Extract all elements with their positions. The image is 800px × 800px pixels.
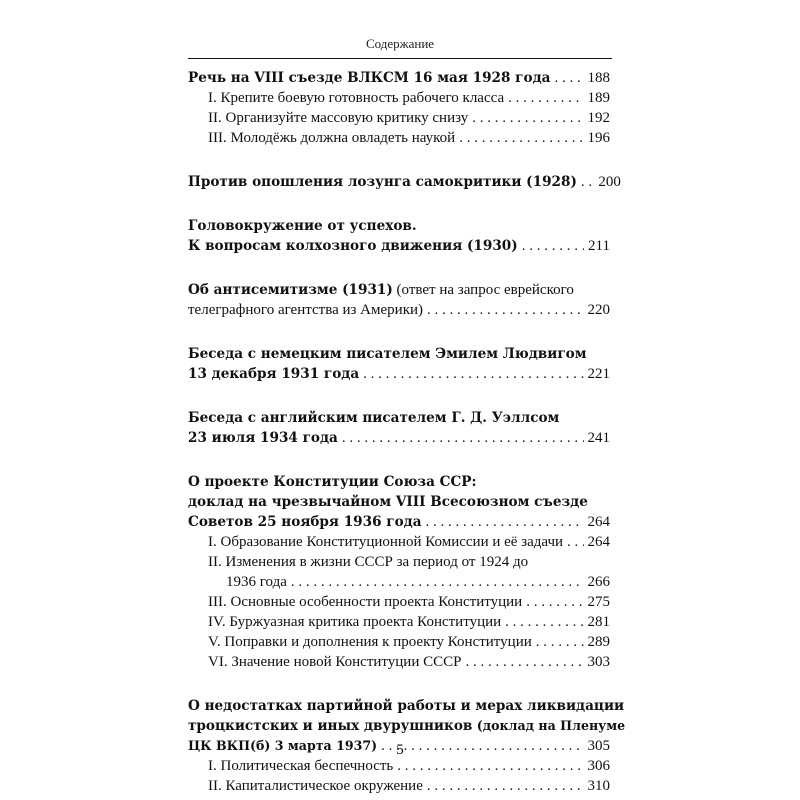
page-ref: 289: [587, 634, 610, 650]
dot-leader: [342, 428, 584, 448]
toc-subitem-title-cont: 1936 года: [226, 574, 287, 590]
toc-entry-vlksm-speech: [188, 68, 610, 148]
toc-subitem[interactable]: [188, 128, 610, 148]
toc-subitem[interactable]: [188, 108, 610, 128]
dot-leader: [554, 68, 584, 88]
dot-leader: [426, 512, 584, 532]
toc-entry-title[interactable]: О проекте Конституции Союза ССР:: [188, 474, 477, 490]
toc-subitem[interactable]: [188, 776, 610, 796]
page-ref: 211: [588, 238, 610, 254]
page-ref: 200: [598, 174, 621, 190]
toc-entry-title: Против опошления лозунга самокритики (1928): [188, 174, 577, 190]
dot-leader: [363, 364, 584, 384]
toc-subitem-title: II. Организуйте массовую критику снизу: [208, 110, 469, 126]
toc-entry-title: Речь на VIII съезде ВЛКСМ 16 мая 1928 года: [188, 70, 551, 86]
toc-entry-title-cont: ЦК ВКП(б) 3 марта 1937): [188, 738, 378, 753]
toc-subitem[interactable]: [188, 632, 610, 652]
page-ref: 264: [587, 514, 610, 530]
dot-leader: [472, 108, 584, 128]
page-number: 5: [396, 742, 404, 758]
toc-subitem[interactable]: [188, 612, 610, 632]
toc-entry-title-rest: (ответ на запрос еврейского: [392, 282, 574, 298]
toc-entry-title[interactable]: [188, 280, 610, 300]
toc-entry-title-bold: троцкистских и иных двурушников: [188, 718, 473, 734]
dot-leader: [291, 572, 584, 592]
page-ref: 310: [587, 778, 610, 794]
toc-entry-wells-interview: [188, 408, 610, 448]
toc-row[interactable]: [188, 428, 610, 448]
page-ref: 241: [587, 430, 610, 446]
toc-subitem-title: V. Поправки и дополнения к проекту Конституции: [208, 634, 532, 650]
toc-entry-title-cont: 13 декабря 1931 года: [188, 366, 360, 382]
toc-entry-dizzy-with-success: [188, 216, 610, 256]
dot-leader: [522, 236, 584, 256]
toc-entry-title-note: (доклад на Пленуме: [472, 718, 626, 733]
toc-subitem[interactable]: [188, 572, 610, 592]
toc-entry-title-cont: Советов 25 ноября 1936 года: [188, 514, 422, 530]
toc-subitem-title: III. Молодёжь должна овладеть наукой: [208, 130, 456, 146]
toc-subitem-title: VI. Значение новой Конституции СССР: [208, 654, 462, 670]
page-ref: 303: [587, 654, 610, 670]
dot-leader: [526, 592, 584, 612]
dot-leader: [505, 612, 584, 632]
running-header: Содержание: [365, 36, 435, 51]
toc-subitem[interactable]: [188, 532, 610, 552]
toc-entry-self-criticism: [188, 172, 621, 192]
toc-entry-title[interactable]: Беседа с английским писателем Г. Д. Уэллсом: [188, 410, 560, 426]
toc-subitem-title: I. Образование Конституционной Комиссии и её задачи: [208, 534, 564, 550]
header-rule: [188, 58, 612, 59]
dot-leader: [567, 532, 584, 552]
toc-subitem[interactable]: [188, 652, 610, 672]
page-ref: 305: [587, 738, 610, 754]
toc-row[interactable]: [188, 172, 621, 192]
dot-leader: [397, 756, 584, 776]
dot-leader: [427, 776, 584, 796]
page-ref: 220: [587, 302, 610, 318]
toc-row[interactable]: [188, 300, 610, 320]
toc-entry-title-cont: телеграфного агентства из Америки): [188, 302, 424, 318]
toc-row[interactable]: [188, 364, 610, 384]
page-ref: 189: [587, 90, 610, 106]
toc-row[interactable]: [188, 512, 610, 532]
page-ref: 221: [587, 366, 610, 382]
toc-entry-title-bold: Об антисемитизме (1931): [188, 282, 393, 298]
toc-subitem-title[interactable]: II. Изменения в жизни СССР за период от 1924 до: [208, 554, 529, 570]
page-ref: 306: [587, 758, 610, 774]
toc-subitem-title: II. Капиталистическое окружение: [208, 778, 423, 794]
dot-leader: [508, 88, 584, 108]
toc-subitem-title: I. Политическая беспечность: [208, 758, 394, 774]
page-ref: 264: [587, 534, 610, 550]
dot-leader: [465, 652, 584, 672]
toc-entry-constitution-report: [188, 472, 610, 672]
toc-subitem[interactable]: [188, 592, 610, 612]
toc-entry-antisemitism: [188, 280, 610, 320]
page-ref: 275: [587, 594, 610, 610]
page-ref: 192: [587, 110, 610, 126]
toc-row[interactable]: [188, 236, 610, 256]
toc-entry-title-cont: [188, 716, 626, 736]
toc-entry-title[interactable]: Беседа с немецким писателем Эмилем Людвигом: [188, 346, 587, 362]
dot-leader: [536, 632, 584, 652]
page-ref: 281: [587, 614, 610, 630]
toc-entry-title[interactable]: Головокружение от успехов.: [188, 218, 417, 234]
dot-leader: [581, 172, 595, 192]
toc-entry-title-cont: доклад на чрезвычайном VIII Всесоюзном съезде: [188, 494, 588, 510]
toc-subitem[interactable]: [188, 88, 610, 108]
dot-leader: [427, 300, 584, 320]
toc-subitem-title: I. Крепите боевую готовность рабочего класса: [208, 90, 505, 106]
toc-subitem[interactable]: [188, 756, 610, 776]
toc-entry-title-cont: 23 июля 1934 года: [188, 430, 338, 446]
dot-leader: [459, 128, 584, 148]
toc-entry-title-cont: К вопросам колхозного движения (1930): [188, 238, 518, 254]
page-ref: 266: [587, 574, 610, 590]
toc-entry-title[interactable]: О недостатках партийной работы и мерах ликвидации: [188, 698, 625, 714]
toc-subitem-title: III. Основные особенности проекта Конституции: [208, 594, 523, 610]
table-of-contents: [188, 68, 626, 796]
toc-row[interactable]: [188, 68, 610, 88]
page-ref: 188: [587, 70, 610, 86]
page-ref: 196: [587, 130, 610, 146]
toc-entry-ludwig-interview: [188, 344, 610, 384]
toc-subitem-title: IV. Буржуазная критика проекта Конституции: [208, 614, 502, 630]
